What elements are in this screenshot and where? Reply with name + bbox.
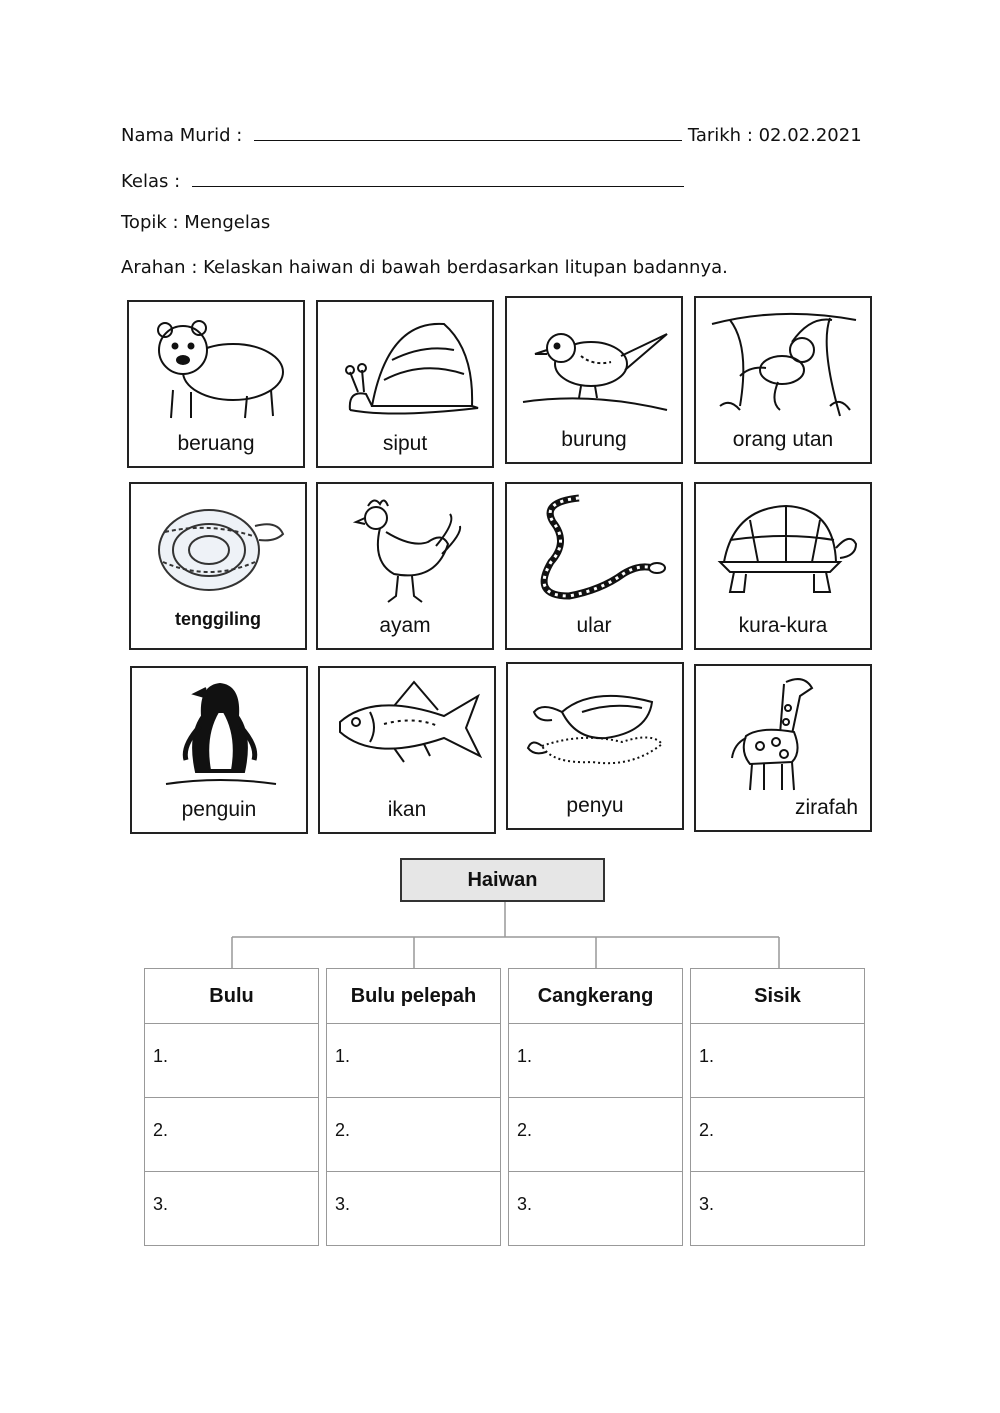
row-number: 3. [335,1194,351,1214]
animal-label: siput [382,432,428,455]
row-number: 1. [335,1046,351,1066]
animal-label: beruang [177,432,255,455]
tree-root-box: Haiwan [400,858,605,902]
animal-card [130,666,308,834]
class-label: Kelas : [121,171,181,192]
row-number: 3. [699,1194,715,1214]
animal-card [694,664,872,832]
class-line [121,170,684,192]
answer-cell[interactable] [508,1024,683,1098]
answer-cell[interactable] [144,1172,319,1246]
pangolin-icon [145,492,293,610]
answer-cell[interactable] [690,1024,865,1098]
category-column-bulu-pelepah [326,968,501,1246]
animal-card [505,296,683,464]
category-header: Sisik [690,968,865,1024]
animal-label: kura-kura [738,614,828,637]
tree-connector-lines [0,900,1000,970]
row-number: 1. [699,1046,715,1066]
animal-card [506,662,684,830]
category-column-bulu [144,968,319,1246]
row-number: 2. [517,1120,533,1140]
animal-card [318,666,496,834]
animal-label: zirafah [794,796,858,819]
giraffe-icon [710,674,858,792]
bear-icon [143,310,291,428]
row-number: 1. [153,1046,169,1066]
orangutan-icon [710,306,858,424]
answer-cell[interactable] [508,1098,683,1172]
animal-card [129,482,307,650]
turtle-icon [522,672,670,790]
animal-label: burung [561,428,627,451]
animal-grid [127,296,877,836]
date-label: Tarikh : 02.02.2021 [687,125,862,146]
animal-label: ikan [387,798,427,821]
category-column-sisik [690,968,865,1246]
fish-icon [334,676,482,794]
category-header: Bulu [144,968,319,1024]
snake-icon [521,492,669,610]
answer-cell[interactable] [690,1098,865,1172]
animal-label: ayam [379,614,431,637]
answer-cell[interactable] [144,1098,319,1172]
answer-cell[interactable] [326,1172,501,1246]
animal-label: penyu [566,794,624,817]
animal-card [127,300,305,468]
row-number: 2. [153,1120,169,1140]
answer-cell[interactable] [326,1098,501,1172]
animal-label: ular [576,614,612,637]
animal-card [694,482,872,650]
row-number: 3. [517,1194,533,1214]
category-header: Bulu pelepah [326,968,501,1024]
animal-card [694,296,872,464]
chicken-icon [332,492,480,610]
animal-label: orang utan [732,428,834,451]
name-line [121,124,862,146]
category-header: Cangkerang [508,968,683,1024]
row-number: 3. [153,1194,169,1214]
row-number: 2. [335,1120,351,1140]
tortoise-icon [710,492,858,610]
name-blank[interactable] [254,124,682,141]
instruction-line: Arahan : Kelaskan haiwan di bawah berdasarkan litupan badannya. [121,257,728,278]
answer-cell[interactable] [326,1024,501,1098]
bird-icon [521,306,669,424]
animal-card [505,482,683,650]
answer-cell[interactable] [508,1172,683,1246]
name-label: Nama Murid : [121,125,243,146]
topic-line: Topik : Mengelas [121,212,271,233]
row-number: 1. [517,1046,533,1066]
animal-card [316,300,494,468]
animal-label: tenggiling [175,609,261,629]
animal-card [316,482,494,650]
answer-cell[interactable] [690,1172,865,1246]
class-blank[interactable] [192,170,684,187]
animal-label: penguin [181,798,257,821]
snail-icon [332,310,480,428]
category-column-cangkerang [508,968,683,1246]
answer-cell[interactable] [144,1024,319,1098]
penguin-icon [146,676,294,794]
row-number: 2. [699,1120,715,1140]
